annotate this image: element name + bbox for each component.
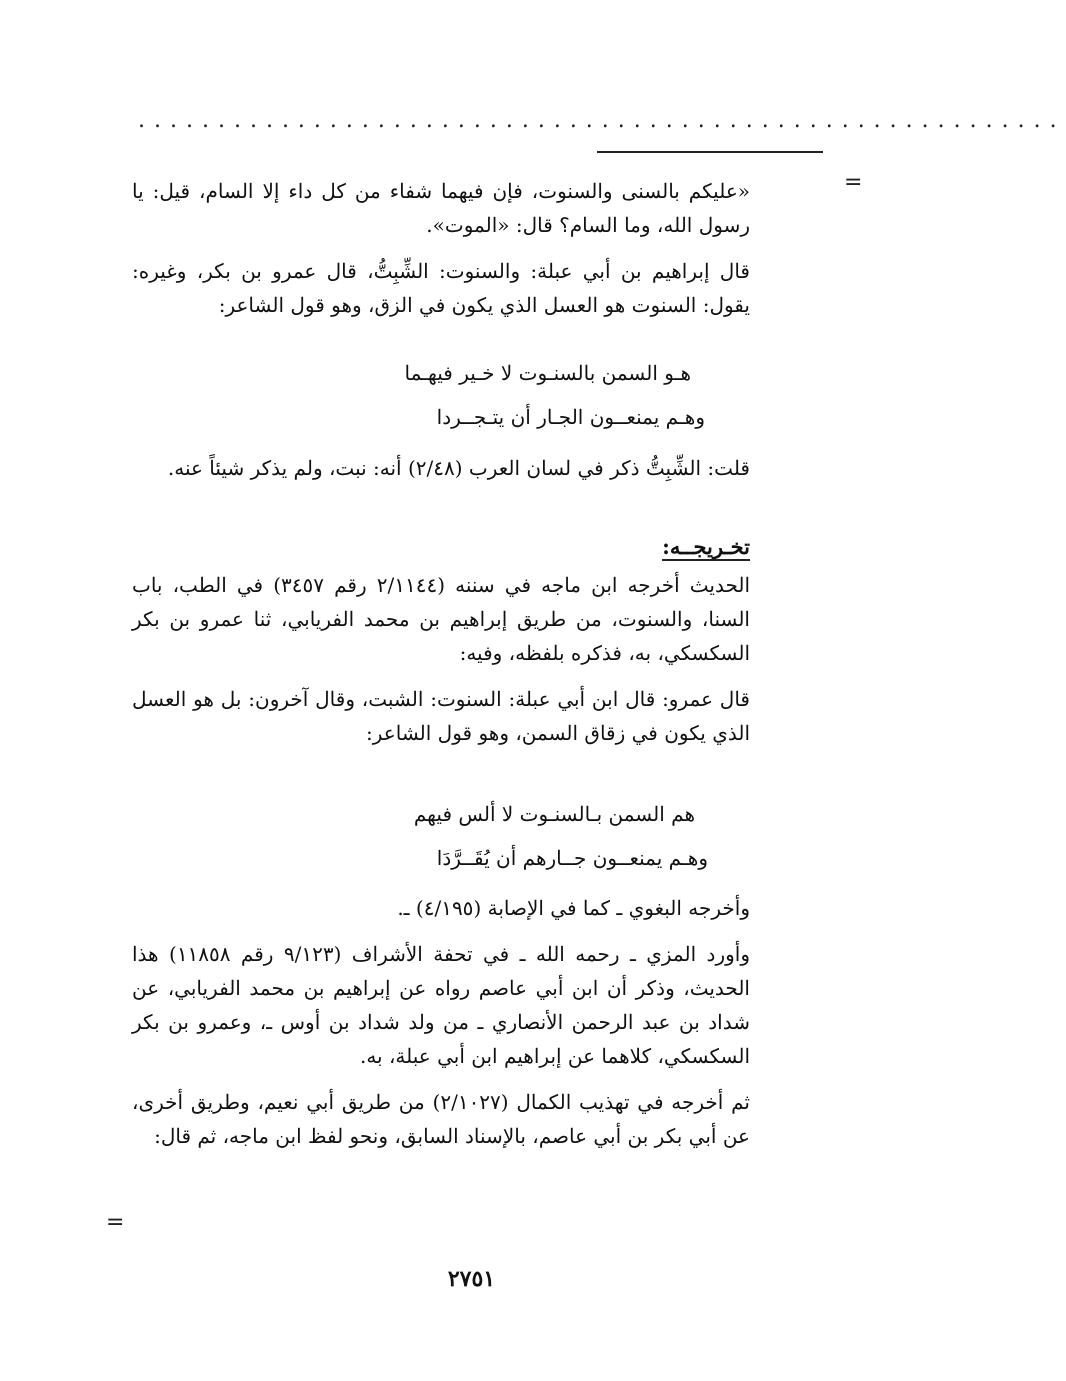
- ibn-abi-abla-paragraph: قال إبراهيم بن أبي عبلة: والسنوت: الشِّبِتُّ، قال عمرو بن بكر، وغيره: يقول: السنوت هو العسل الذي يكون في الزق، وهو قول الشاعر:: [132, 259, 750, 317]
- verse1-line-a: هـو السمن بالسنـوت لا خـير فيهـما: [404, 361, 691, 385]
- baghawi-paragraph: وأخرجه البغوي ـ كما في الإصابة (٤/١٩٥) ـ.: [397, 896, 750, 920]
- shibitt-note-paragraph: قلت: الشِّبِتُّ ذكر في لسان العرب (٢/٤٨) أنه: نبت، ولم يذكر شيئاً عنه.: [167, 456, 750, 480]
- verse1-line-b: وهـم يمنعــون الجـار أن يتـجــردا: [436, 405, 705, 429]
- header-dotted-line: ..........................................................: [138, 108, 1066, 133]
- mizzi-paragraph: وأورد المزي ـ رحمه الله ـ في تحفة الأشراف (٩/١٢٣ رقم ١١٨٥٨) هذا الحديث، وذكر أن ابن أبي عاصم رواه عن إبراهيم بن محمد الفريابي، عن شداد بن عبد الرحمن الأنصاري ـ من ولد شداد بن أوس ـ، وعمرو بن بكر السكسكي، كلاهما عن إبراهيم ابن أبي عبلة، به.: [132, 942, 750, 1068]
- takhrij-block-2: [132, 891, 750, 1165]
- ibn-majah-paragraph: الحديث أخرجه ابن ماجه في سننه (٢/١١٤٤ رقم ٣٤٥٧) في الطب، باب السنا، والسنوت، من طريق إبراهيم بن محمد الفريابي، ثنا عمرو بن بكر السكسكي، به، فذكره بلفظه، وفيه:: [132, 573, 751, 665]
- hadith-text-paragraph: «عليكم بالسنى والسنوت، فإن فيهما شفاء من كل داء إلا السام، قيل: يا رسول الله، وما السام؟ قال: «الموت».: [132, 179, 750, 237]
- footnote-separator-rule: [597, 151, 823, 153]
- verse2-line-b: وهـم يمنعــون جــارهم أن يُقَــرَّدَا: [436, 846, 708, 870]
- continuation-marker-bottom: =: [106, 1210, 125, 1235]
- footnote-block-top: [132, 174, 750, 334]
- takhrij-heading: تخـريجــه:: [662, 534, 750, 559]
- continuation-marker-top: =: [844, 170, 863, 195]
- takhrij-block-1: [132, 568, 750, 762]
- note-paragraph-block: [132, 451, 750, 497]
- verse2-line-a: هم السمن بـالسنـوت لا ألس فيهم: [413, 802, 695, 826]
- amr-quote-paragraph: قال عمرو: قال ابن أبي عبلة: السنوت: الشبت، وقال آخرون: بل هو العسل الذي يكون في زقاق السمن، وهو قول الشاعر:: [132, 687, 750, 745]
- page-number: ٢٧٥١: [447, 1266, 496, 1292]
- tahdhib-paragraph: ثم أخرجه في تهذيب الكمال (٢/١٠٢٧) من طريق أبي نعيم، وطريق أخرى، عن أبي بكر بن أبي عاصم، بالإسناد السابق، ونحو لفظ ابن ماجه، ثم قال:: [132, 1090, 751, 1148]
